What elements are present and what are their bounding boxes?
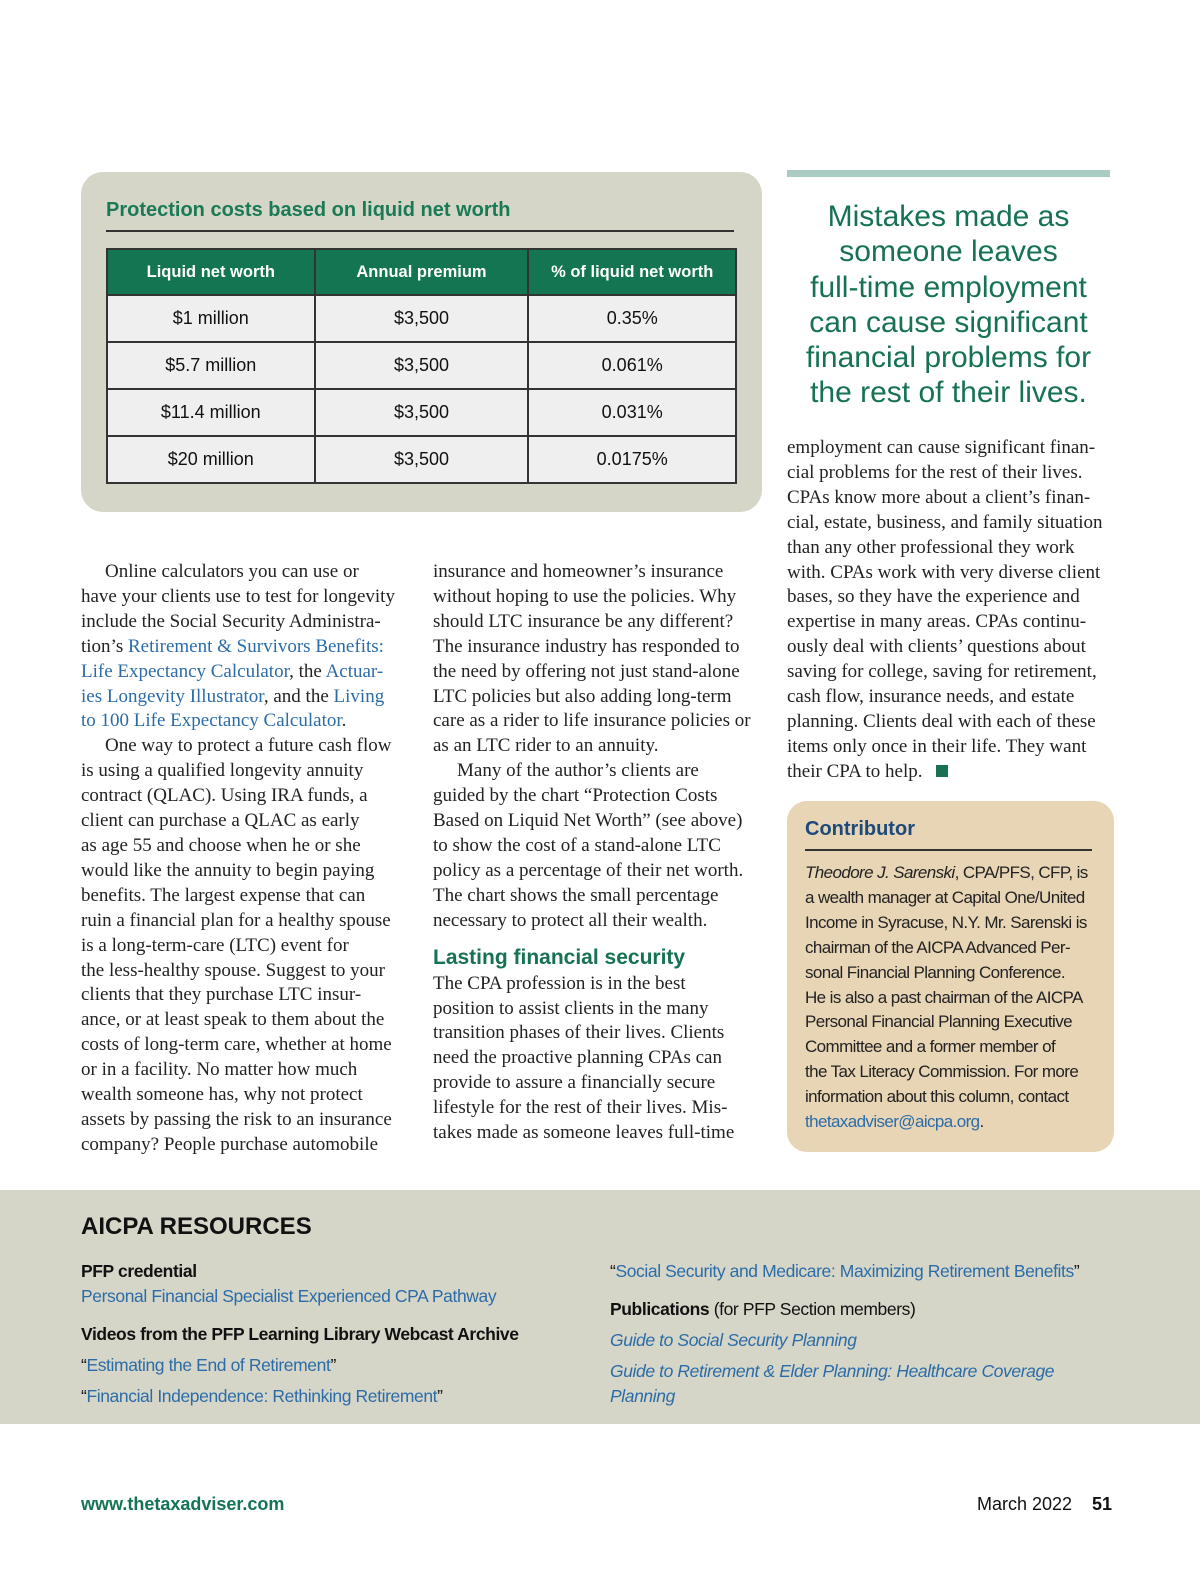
text-line: assets by passing the risk to an insurance [81, 1108, 392, 1130]
text-line: LTC policies but also adding long-term [433, 685, 732, 707]
table-title: Protection costs based on liquid net worth [106, 199, 511, 221]
resources-title: AICPA RESOURCES [81, 1213, 312, 1240]
link-living-to-100-cont[interactable]: to 100 Life Expectancy Calculator [81, 710, 342, 732]
pull-quote-line: the rest of their lives. [810, 376, 1087, 410]
text-line: a wealth manager at Capital One/United [805, 887, 1085, 907]
pub-link-retirement-elder-planning-cont[interactable]: Planning [610, 1386, 675, 1406]
text-line: sonal Financial Planning Conference. [805, 962, 1066, 982]
table-cell: $1 million [107, 295, 315, 342]
pull-quote-line: someone leaves [839, 235, 1058, 269]
pull-quote [787, 199, 1110, 411]
video-item [610, 1261, 1079, 1282]
text-fragment: , the [289, 660, 326, 682]
text-fragment: . [341, 710, 347, 732]
text-line: Online calculators you can use or [105, 561, 359, 582]
contributor-box [787, 801, 1114, 1152]
table-cell: $3,500 [315, 389, 529, 436]
text-fragment: . [979, 1112, 984, 1132]
text-line: bases, so they have the experience and [787, 586, 1080, 608]
table-cell: 0.0175% [528, 436, 736, 483]
text-line: than any other professional they work [787, 536, 1075, 558]
table-cell: 0.061% [528, 342, 736, 389]
text-line: with. CPAs work with very diverse client [787, 561, 1101, 583]
text-line: ously deal with clients’ questions about [787, 636, 1086, 658]
text-line [81, 709, 411, 734]
text-line [81, 660, 411, 685]
text-line: Committee and a former member of [805, 1037, 1056, 1057]
table-header-row [107, 249, 736, 295]
text-line: without hoping to use the policies. Why [433, 585, 737, 607]
text-line: costs of long-term care, whether at home [81, 1034, 392, 1056]
text-line: should LTC insurance be any different? [433, 610, 734, 632]
link-actuaries-longevity-illustrator[interactable]: Actuar- [325, 660, 384, 682]
footer-url[interactable]: www.thetaxadviser.com [81, 1494, 285, 1514]
text-line: the need by offering not just stand-alone [433, 660, 740, 682]
publications-label: Publications [610, 1299, 710, 1319]
link-retirement-survivors-benefits[interactable]: Retirement & Survivors Benefits: [127, 635, 384, 657]
text-line: Based on Liquid Net Worth” (see above) [433, 810, 743, 832]
text-line: include the Social Security Administra- [81, 610, 381, 632]
text-line: He is also a past chairman of the AICPA [805, 987, 1083, 1007]
text-line: employment can cause significant finan- [787, 437, 1096, 458]
link-living-to-100[interactable]: Living [333, 685, 385, 707]
pull-quote-bar [787, 170, 1110, 177]
text-line: takes made as someone leaves full-time [433, 1122, 735, 1144]
text-line [805, 1110, 1105, 1135]
text-line: cial problems for the rest of their lives. [787, 461, 1083, 483]
table-row [107, 295, 736, 342]
contributor-name: Theodore J. Sarenski [805, 863, 955, 882]
contributor-bio [805, 861, 1105, 1135]
text-line: or in a facility. No matter how much [81, 1059, 358, 1081]
section-subhead: Lasting financial security [433, 945, 686, 969]
text-line: care as a rider to life insurance policies or [433, 710, 751, 732]
video-item [81, 1386, 443, 1407]
pull-quote-line: full-time employment [810, 270, 1087, 304]
text-line: transition phases of their lives. Clients [433, 1022, 725, 1044]
contributor-email-link[interactable]: thetaxadviser@aicpa.org [805, 1112, 980, 1132]
publications-heading [610, 1299, 915, 1320]
text-line: expertise in many areas. CPAs continu- [787, 611, 1087, 633]
pub-link-retirement-elder-planning[interactable]: Guide to Retirement & Elder Planning: Healthcare Coverage [610, 1361, 1055, 1381]
pull-quote-line: financial problems for [805, 341, 1092, 375]
open-quote: “ [610, 1261, 616, 1281]
video-item [81, 1355, 336, 1376]
table-cell: $3,500 [315, 342, 529, 389]
text-line: necessary to protect all their wealth. [433, 909, 708, 931]
text-line: CPAs know more about a client’s finan- [787, 486, 1091, 508]
table-cell: $3,500 [315, 295, 529, 342]
text-line: guided by the chart “Protection Costs [433, 785, 718, 807]
text-line: client can purchase a QLAC as early [81, 810, 360, 832]
text-line: position to assist clients in the many [433, 997, 709, 1019]
text-line: The CPA profession is in the best [433, 972, 686, 994]
table-cell: $20 million [107, 436, 315, 483]
text-line [787, 760, 1117, 785]
text-fragment: , and the [263, 685, 334, 707]
text-line: need the proactive planning CPAs can [433, 1047, 722, 1069]
text-line: provide to assure a financially secure [433, 1072, 716, 1094]
text-line: is a long-term-care (LTC) event for [81, 934, 349, 956]
text-line [81, 685, 411, 710]
table-cell: 0.031% [528, 389, 736, 436]
video-link-social-security-medicare[interactable]: Social Security and Medicare: Maximizing Retirement Benefits [615, 1261, 1074, 1281]
col-header-annual-premium: Annual premium [315, 249, 529, 295]
open-quote: “ [81, 1355, 87, 1375]
pub-link-social-security-planning[interactable]: Guide to Social Security Planning [610, 1330, 857, 1350]
text-line: the Tax Literacy Commission. For more [805, 1062, 1079, 1082]
table-row [107, 342, 736, 389]
table-cell: 0.35% [528, 295, 736, 342]
text-line: wealth someone has, why not protect [81, 1084, 363, 1106]
protection-costs-table [106, 248, 737, 484]
protection-costs-table-box [81, 172, 762, 512]
close-quote: ” [437, 1386, 443, 1406]
text-line: Income in Syracuse, N.Y. Mr. Sarenski is [805, 912, 1087, 932]
body-column-3 [787, 436, 1117, 785]
video-link-estimating-end-of-retirement[interactable]: Estimating the End of Retirement [86, 1355, 331, 1375]
close-quote: ” [1073, 1261, 1080, 1281]
videos-label: Videos from the PFP Learning Library Webcast Archive [81, 1324, 519, 1344]
text-line: is using a qualified longevity annuity [81, 760, 364, 782]
text-line: The insurance industry has responded to [433, 635, 740, 657]
text-line: contract (QLAC). Using IRA funds, a [81, 785, 368, 807]
text-line [805, 861, 1105, 886]
text-fragment: their CPA to help. [787, 760, 923, 782]
video-link-financial-independence[interactable]: Financial Independence: Rethinking Retirement [86, 1386, 438, 1406]
text-line: ruin a financial plan for a healthy spouse [81, 909, 391, 931]
body-column-1 [81, 560, 411, 1158]
footer-date: March 2022 [977, 1494, 1073, 1514]
aicpa-resources-band [0, 1190, 1200, 1424]
text-fragment: , CPA/PFS, CFP, is [954, 863, 1088, 882]
text-line: Personal Financial Planning Executive [805, 1012, 1072, 1032]
pfp-pathway-link[interactable]: Personal Financial Specialist Experienced CPA Pathway [81, 1286, 497, 1306]
table-cell: $3,500 [315, 436, 529, 483]
table-row [107, 436, 736, 483]
text-line: chairman of the AICPA Advanced Per- [805, 937, 1071, 957]
text-line: One way to protect a future cash flow [105, 735, 392, 757]
end-of-article-icon [936, 765, 948, 777]
pull-quote-line: Mistakes made as [827, 200, 1070, 233]
text-line: policy as a percentage of their net worth. [433, 859, 744, 881]
text-line: to show the cost of a stand-alone LTC [433, 834, 721, 856]
text-line: cial, estate, business, and family situation [787, 511, 1103, 533]
text-line [81, 635, 411, 660]
open-quote: “ [81, 1386, 87, 1406]
publications-note: (for PFP Section members) [709, 1299, 916, 1319]
text-line: lifestyle for the rest of their lives. Mis- [433, 1097, 728, 1119]
text-line: as an LTC rider to an annuity. [433, 735, 659, 757]
text-line: company? People purchase automobile [81, 1133, 379, 1155]
body-column-2 [433, 560, 763, 1146]
text-line: items only once in their life. They want [787, 735, 1087, 757]
text-line: ance, or at least speak to them about the [81, 1009, 385, 1031]
contributor-title: Contributor [805, 818, 915, 840]
table-row [107, 389, 736, 436]
pull-quote-line: can cause significant [809, 305, 1088, 339]
text-line: the less-healthy spouse. Suggest to your [81, 959, 385, 981]
text-line: Many of the author’s clients are [457, 760, 699, 782]
link-life-expectancy-calculator[interactable]: Life Expectancy Calculator [81, 660, 290, 682]
text-line: have your clients use to test for longevity [81, 585, 395, 607]
table-title-rule [106, 230, 734, 232]
text-line: insurance and homeowner’s insurance [433, 561, 724, 582]
text-line: as age 55 and choose when he or she [81, 834, 361, 856]
close-quote: ” [330, 1355, 336, 1375]
text-line: would like the annuity to begin paying [81, 859, 375, 881]
page-number: 51 [1092, 1494, 1113, 1514]
text-line: The chart shows the small percentage [433, 884, 719, 906]
link-actuaries-longevity-illustrator-cont[interactable]: ies Longevity Illustrator [81, 685, 264, 707]
col-header-percent: % of liquid net worth [528, 249, 736, 295]
text-line: cash flow, insurance needs, and estate [787, 686, 1075, 708]
text-line: planning. Clients deal with each of these [787, 710, 1096, 732]
table-cell: $11.4 million [107, 389, 315, 436]
text-line: saving for college, saving for retirement, [787, 661, 1097, 683]
col-header-liquid-net-worth: Liquid net worth [107, 249, 315, 295]
pfp-credential-label: PFP credential [81, 1261, 197, 1281]
contributor-rule [805, 849, 1092, 851]
text-fragment: tion’s [81, 635, 128, 657]
text-line: benefits. The largest expense that can [81, 884, 366, 906]
text-line: clients that they purchase LTC insur- [81, 984, 362, 1006]
text-line: information about this column, contact [805, 1087, 1069, 1107]
table-cell: $5.7 million [107, 342, 315, 389]
